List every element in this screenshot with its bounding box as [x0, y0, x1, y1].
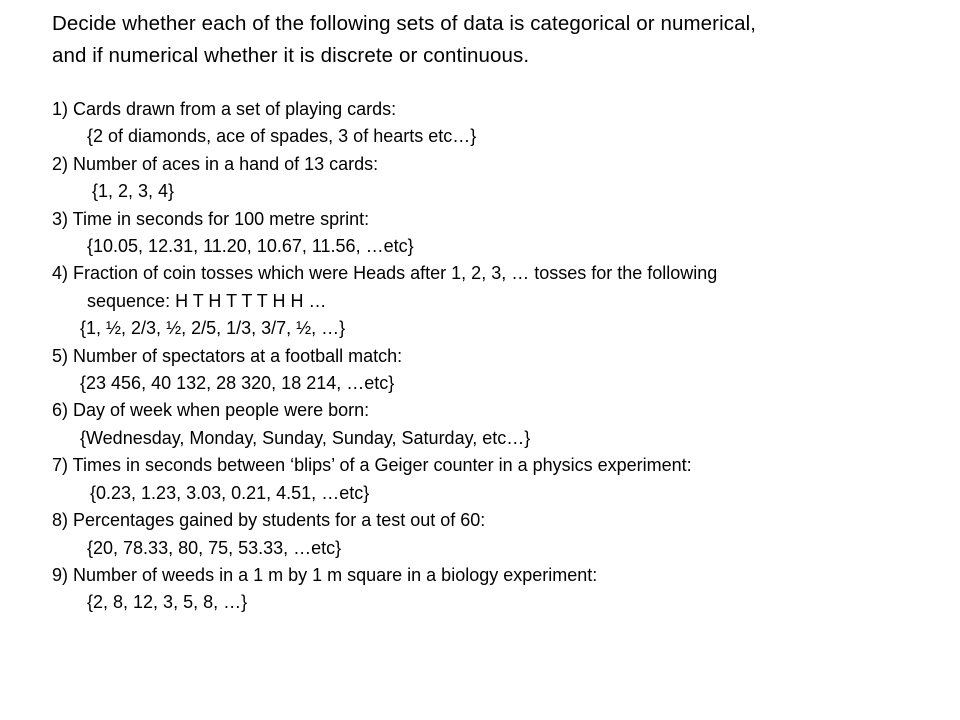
question-6-data: {Wednesday, Monday, Sunday, Sunday, Saturday, etc…} [80, 427, 531, 448]
list-item [52, 397, 942, 452]
list-item [52, 260, 942, 342]
question-8-data: {20, 78.33, 80, 75, 53.33, …etc} [87, 537, 342, 558]
list-item [52, 562, 942, 617]
list-item [52, 507, 942, 562]
question-9-text: 9) Number of weeds in a 1 m by 1 m square in a biology experiment: [52, 564, 598, 585]
question-2-data: {1, 2, 3, 4} [92, 181, 175, 202]
list-item [52, 151, 942, 206]
question-1-data: {2 of diamonds, ace of spades, 3 of hearts etc…} [87, 126, 477, 147]
heading-line-2: and if numerical whether it is discrete or continuous. [52, 44, 530, 67]
list-item [52, 452, 942, 507]
list-item [52, 96, 942, 151]
question-5-data: {23 456, 40 132, 28 320, 18 214, …etc} [80, 373, 395, 394]
question-3-text: 3) Time in seconds for 100 metre sprint: [52, 208, 370, 229]
heading-line-1: Decide whether each of the following sets of data is categorical or numerical, [52, 12, 757, 35]
question-9-data: {2, 8, 12, 3, 5, 8, …} [87, 592, 248, 613]
instructions-heading [52, 8, 942, 72]
question-3-data: {10.05, 12.31, 11.20, 10.67, 11.56, …etc} [87, 236, 414, 257]
question-5-text: 5) Number of spectators at a football match: [52, 345, 403, 366]
question-7-data: {0.23, 1.23, 3.03, 0.21, 4.51, …etc} [90, 482, 370, 503]
question-list [52, 96, 942, 617]
question-7-text: 7) Times in seconds between ‘blips’ of a Geiger counter in a physics experiment: [52, 455, 692, 476]
slide-content [52, 8, 942, 617]
question-2-text: 2) Number of aces in a hand of 13 cards: [52, 153, 379, 174]
list-item [52, 206, 942, 261]
question-4-data: {1, ½, 2/3, ½, 2/5, 1/3, 3/7, ½, …} [80, 318, 346, 339]
question-4-sequence: sequence: H T H T T T H H … [87, 290, 327, 311]
question-6-text: 6) Day of week when people were born: [52, 400, 370, 421]
question-8-text: 8) Percentages gained by students for a test out of 60: [52, 510, 486, 531]
list-item [52, 343, 942, 398]
question-1-text: 1) Cards drawn from a set of playing cards: [52, 99, 397, 119]
question-4-text: 4) Fraction of coin tosses which were Heads after 1, 2, 3, … tosses for the following [52, 263, 718, 284]
